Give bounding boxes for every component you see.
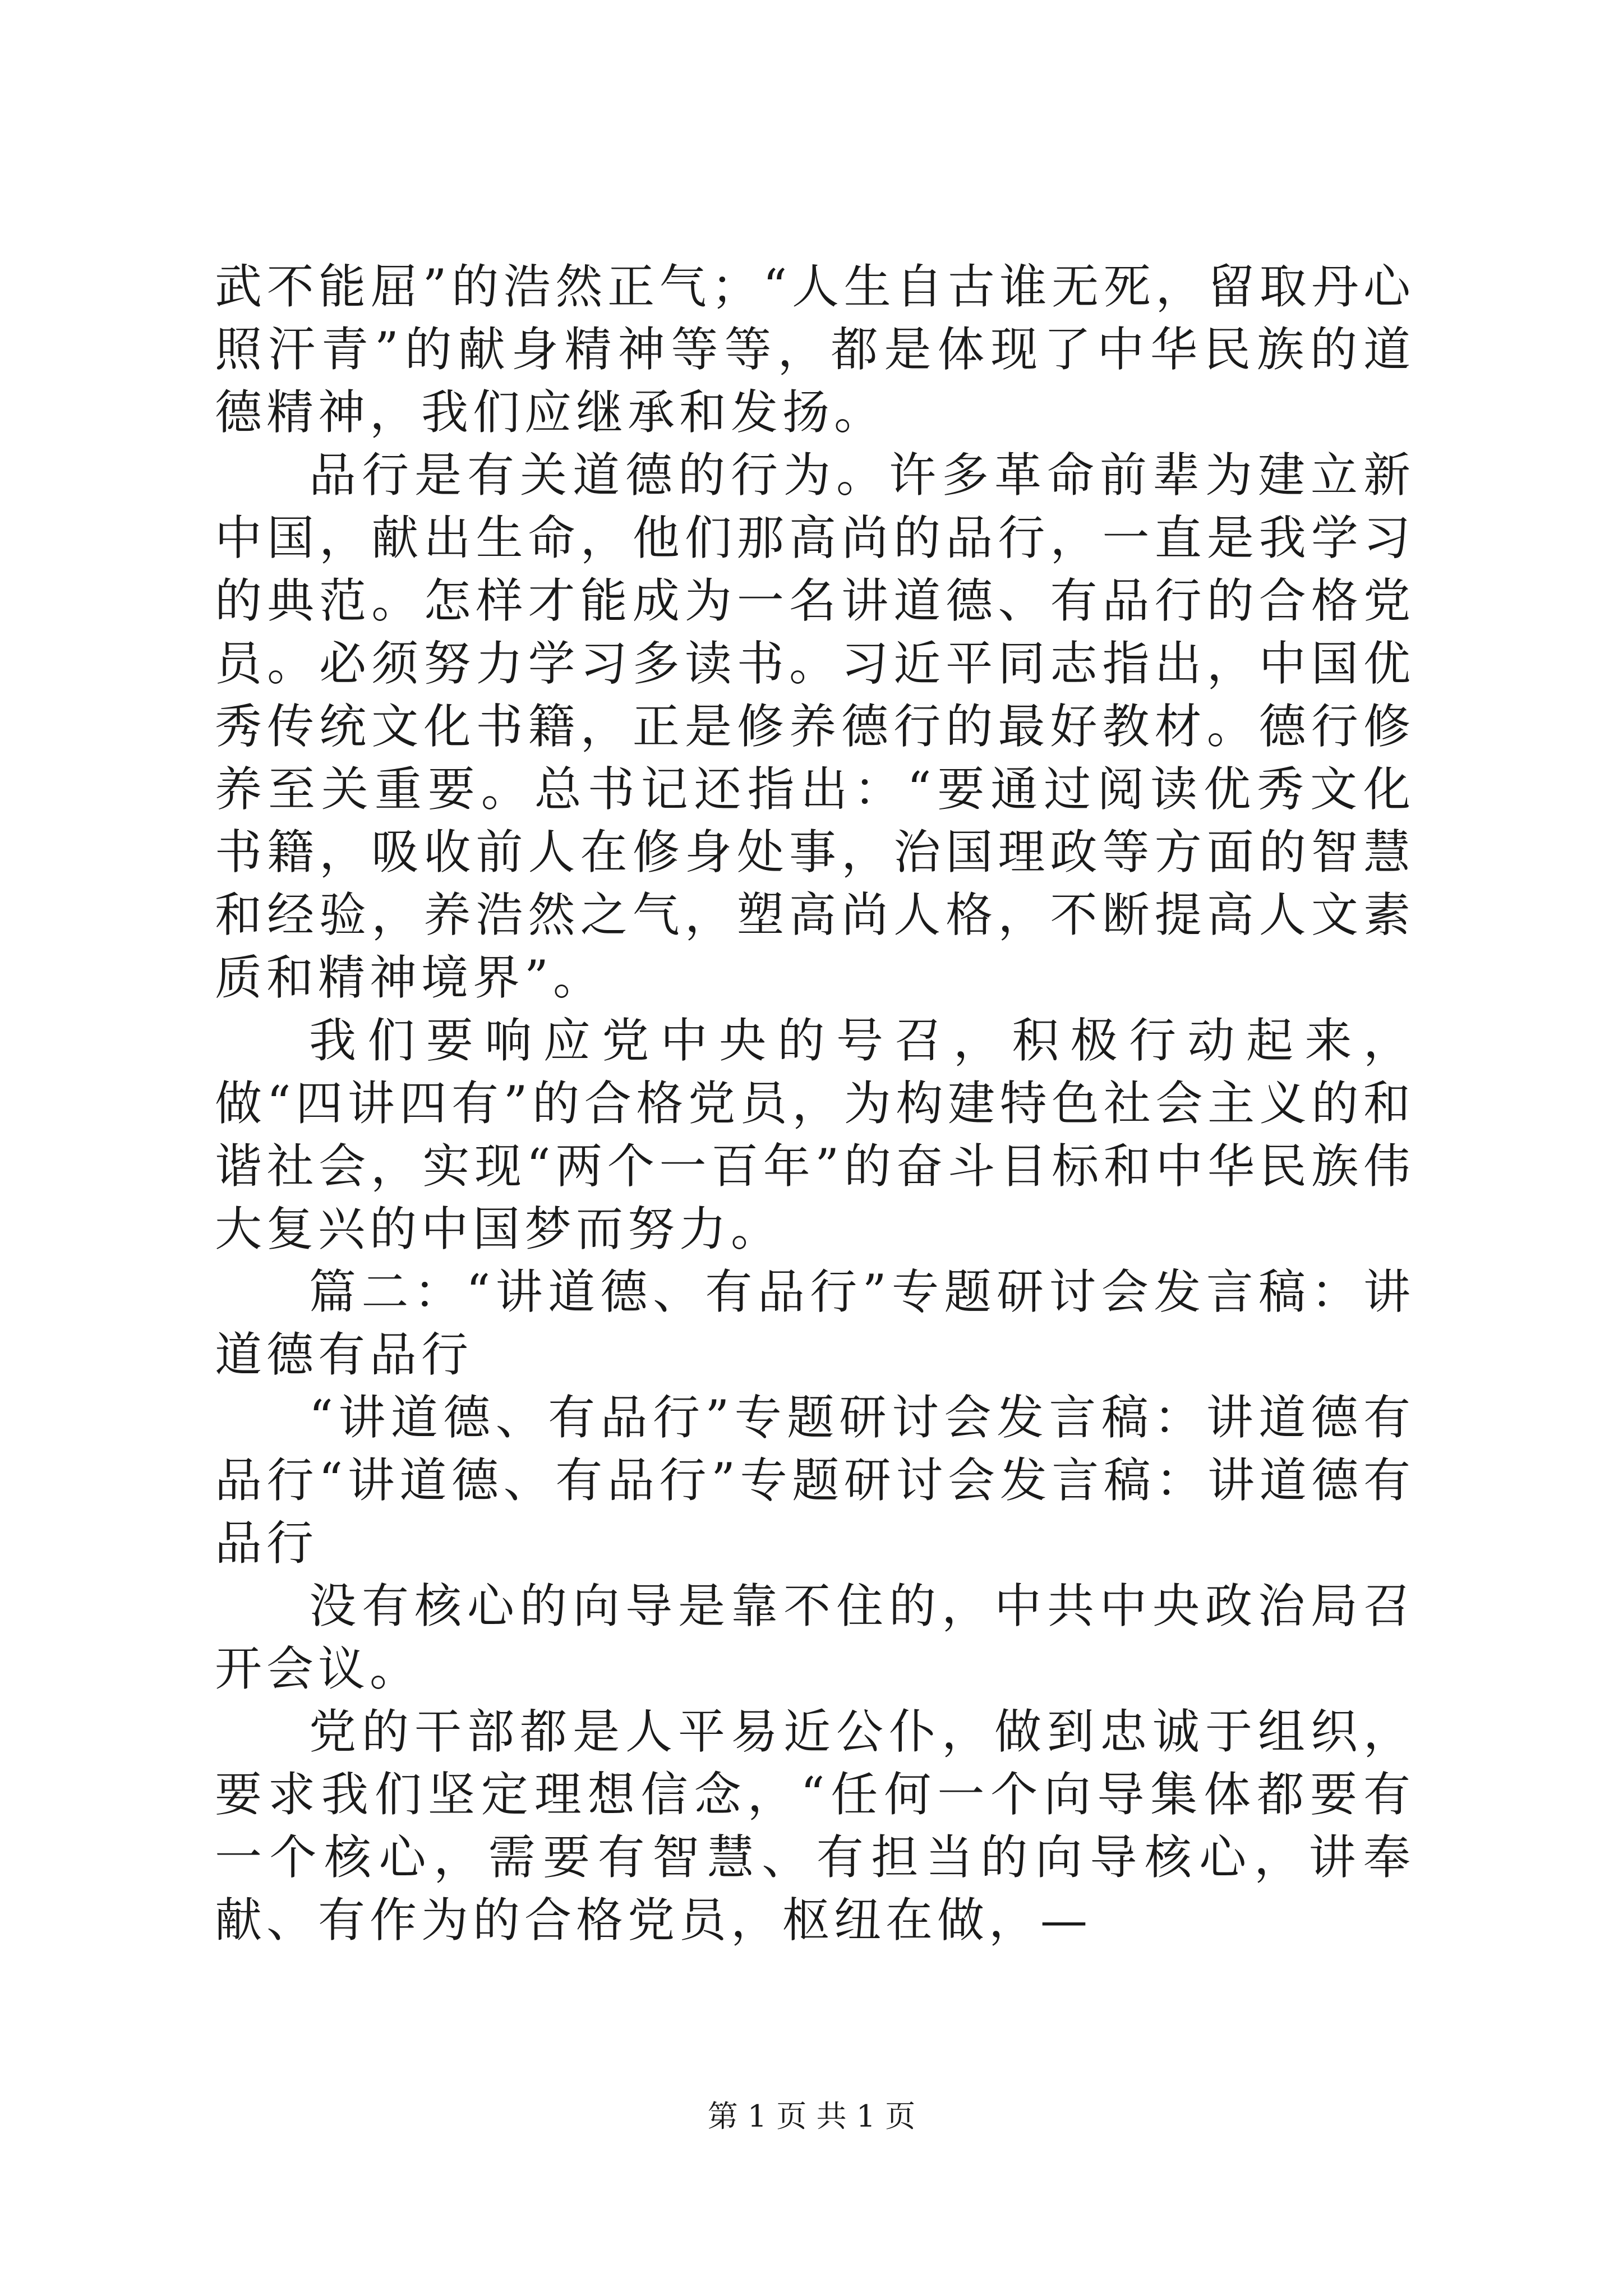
document-body xyxy=(215,255,1415,1952)
paragraph-1: 武不能屈”的浩然正气；“人生自古谁无死，留取丹心照汗青”的献身精神等等，都是体现了中华民族的道德精神，我们应继承和发扬。 xyxy=(215,259,1415,440)
paragraph-3: 我们要响应党中央的号召，积极行动起来，做“四讲四有”的合格党员，为构建特色社会主义的和谐社会，实现“两个一百年”的奋斗目标和中华民族伟大复兴的中国梦而努力。 xyxy=(215,1013,1415,1257)
paragraph-2: 品行是有关道德的行为。许多革命前辈为建立新中国，献出生命，他们那高尚的品行，一直是我学习的典范。怎样才能成为一名讲道德、有品行的合格党员。必须努力学习多读书。习近平同志指出，中国优秀传统文化书籍，正是修养德行的最好教材。德行修养至关重要。总书记还指出：“要通过阅读优秀文化书籍，吸收前人在修身处事，治国理政等方面的智慧和经验，养浩然之气，塑高尚人格，不断提高人文素质和精神境界”。 xyxy=(215,448,1415,1005)
section-heading: 篇二：“讲道德、有品行”专题研讨会发言稿：讲道德有品行 xyxy=(215,1264,1415,1382)
page-number-footer: 第 1 页 共 1 页 xyxy=(707,2099,916,2134)
paragraph-4: “讲道德、有品行”专题研讨会发言稿：讲道德有品行“讲道德、有品行”专题研讨会发言稿：讲道德有品行 xyxy=(215,1390,1415,1571)
paragraph-6: 党的干部都是人平易近公仆，做到忠诚于组织，要求我们坚定理想信念，“任何一个向导集体都要有一个核心，需要有智慧、有担当的向导核心，讲奉献、有作为的合格党员，枢纽在做，— xyxy=(215,1704,1415,1948)
paragraph-5: 没有核心的向导是靠不住的，中共中央政治局召开会议。 xyxy=(215,1579,1415,1696)
